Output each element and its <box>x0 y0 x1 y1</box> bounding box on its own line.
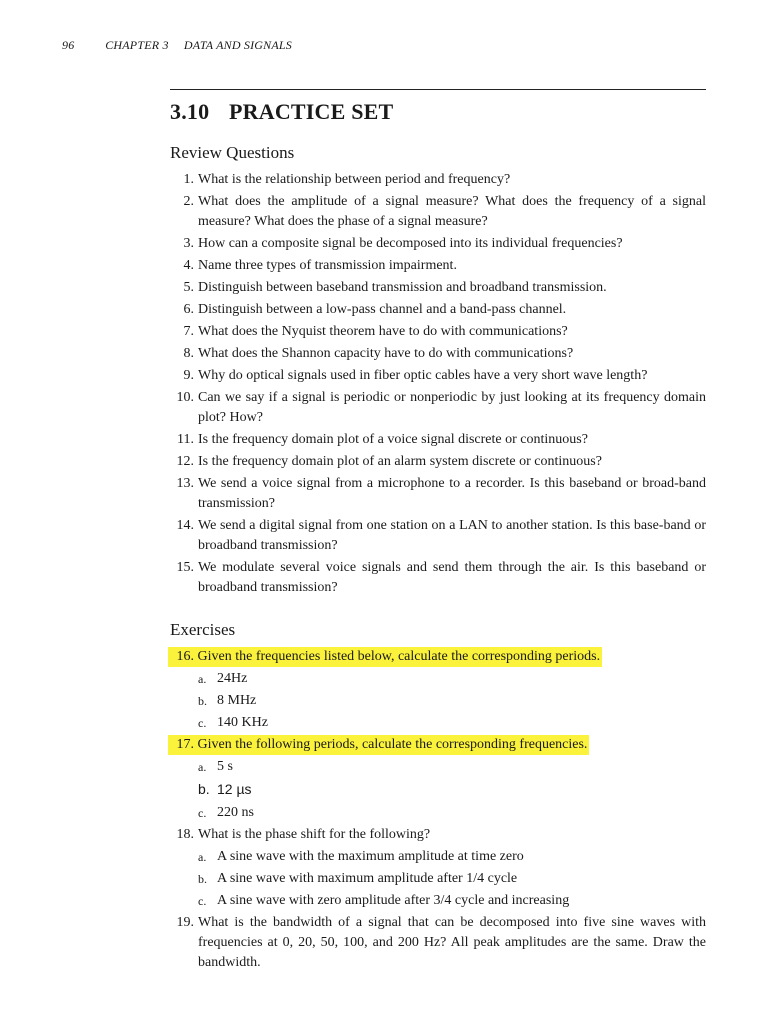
exercise-part <box>170 713 706 733</box>
question-number: 10. <box>176 390 194 405</box>
exercises-heading: Exercises <box>170 620 236 639</box>
question-text: How can a composite signal be decomposed into its individual frequencies? <box>198 236 623 251</box>
exercise-item <box>170 913 706 973</box>
highlighted-text <box>168 647 602 667</box>
review-question <box>170 344 706 364</box>
part-label: c. <box>198 716 207 730</box>
question-number: 14. <box>176 518 194 533</box>
part-label: b. <box>198 872 207 886</box>
exercise-part <box>170 869 706 889</box>
question-text: What does the Shannon capacity have to do with communications? <box>198 346 574 361</box>
question-number: 8. <box>183 346 194 361</box>
exercise-part <box>170 669 706 689</box>
exercise-parts <box>170 757 706 823</box>
exercise-item <box>170 825 706 911</box>
review-question <box>170 474 706 514</box>
exercise-text: What is the bandwidth of a signal that can be decomposed into five sine waves with frequencies at 0, 20, 50, 100, and 200 Hz? All peak amplitudes are the same. Draw the bandwidth. <box>198 915 706 970</box>
part-text: 8 MHz <box>217 693 257 708</box>
section-name: PRACTICE SET <box>229 99 394 124</box>
review-question <box>170 558 706 598</box>
question-text: Is the frequency domain plot of an alarm system discrete or continuous? <box>198 454 602 469</box>
part-label: a. <box>198 850 207 864</box>
question-number: 7. <box>183 324 194 339</box>
exercise-parts <box>170 847 706 911</box>
section-title <box>170 99 393 125</box>
running-header <box>62 38 292 53</box>
part-text: A sine wave with zero amplitude after 3/4 cycle and increasing <box>217 893 570 908</box>
part-label: b. <box>198 781 210 797</box>
exercise-part <box>170 691 706 711</box>
exercise-number: 16. <box>176 649 194 664</box>
part-text: 24Hz <box>217 671 248 686</box>
exercises-list <box>170 647 706 975</box>
part-text: A sine wave with maximum amplitude after 1/4 cycle <box>217 871 518 886</box>
review-questions-list <box>170 170 706 600</box>
part-text: 5 s <box>217 759 233 774</box>
page-number: 96 <box>62 38 75 52</box>
exercise-part <box>170 891 706 911</box>
part-text: A sine wave with the maximum amplitude at time zero <box>217 849 524 864</box>
question-number: 15. <box>176 560 194 575</box>
exercise-number: 19. <box>176 915 194 930</box>
question-number: 11. <box>177 432 194 447</box>
question-text: What is the relationship between period and frequency? <box>198 172 511 187</box>
question-text: We modulate several voice signals and send them through the air. Is this baseband or broadband transmission? <box>198 560 706 595</box>
exercise-number: 17. <box>176 737 194 752</box>
question-text: What does the Nyquist theorem have to do with communications? <box>198 324 568 339</box>
part-label: a. <box>198 672 207 686</box>
review-question <box>170 322 706 342</box>
part-label: a. <box>198 760 207 774</box>
section-rule <box>170 89 706 90</box>
exercise-part <box>170 757 706 777</box>
question-text: We send a voice signal from a microphone to a recorder. Is this baseband or broad-band transmission? <box>198 476 706 511</box>
exercise-item <box>170 735 706 823</box>
chapter-title: DATA AND SIGNALS <box>183 38 292 52</box>
question-text: Is the frequency domain plot of a voice signal discrete or continuous? <box>198 432 588 447</box>
question-number: 4. <box>183 258 194 273</box>
highlighted-text <box>168 735 589 755</box>
exercise-parts <box>170 669 706 733</box>
exercise-part <box>170 779 706 801</box>
review-question <box>170 192 706 232</box>
part-text: 140 KHz <box>217 715 268 730</box>
exercise-text: Given the following periods, calculate the corresponding frequencies. <box>197 737 588 752</box>
part-text: 12 µs <box>217 781 252 797</box>
review-questions-heading: Review Questions <box>170 143 295 162</box>
question-text: Distinguish between a low-pass channel and a band-pass channel. <box>198 302 567 317</box>
question-number: 1. <box>183 172 194 187</box>
question-number: 6. <box>183 302 194 317</box>
question-number: 2. <box>183 194 194 209</box>
exercise-part <box>170 847 706 867</box>
part-label: c. <box>198 894 207 908</box>
question-number: 5. <box>183 280 194 295</box>
chapter-label: CHAPTER 3 <box>105 38 169 52</box>
question-text: Can we say if a signal is periodic or nonperiodic by just looking at its frequency domain plot? How? <box>198 390 706 425</box>
review-question <box>170 388 706 428</box>
question-number: 13. <box>176 476 194 491</box>
exercise-item <box>170 647 706 733</box>
review-question <box>170 256 706 276</box>
review-question <box>170 430 706 450</box>
review-question <box>170 234 706 254</box>
exercise-text: Given the frequencies listed below, calculate the corresponding periods. <box>197 649 601 664</box>
exercise-number: 18. <box>176 827 194 842</box>
question-text: Distinguish between baseband transmission and broadband transmission. <box>198 280 607 295</box>
question-number: 9. <box>183 368 194 383</box>
question-text: Name three types of transmission impairment. <box>198 258 457 273</box>
exercise-part <box>170 803 706 823</box>
part-text: 220 ns <box>217 805 254 820</box>
review-question <box>170 300 706 320</box>
review-question <box>170 278 706 298</box>
section-number: 3.10 <box>170 99 210 124</box>
review-question <box>170 516 706 556</box>
question-number: 3. <box>183 236 194 251</box>
question-text: Why do optical signals used in fiber optic cables have a very short wave length? <box>198 368 648 383</box>
question-text: What does the amplitude of a signal measure? What does the frequency of a signal measure? What does the phase of a signal measure? <box>198 194 706 229</box>
part-label: b. <box>198 694 207 708</box>
question-text: We send a digital signal from one station on a LAN to another station. Is this base-band or broadband transmission? <box>198 518 706 553</box>
part-label: c. <box>198 806 207 820</box>
review-question <box>170 170 706 190</box>
question-number: 12. <box>176 454 194 469</box>
exercise-text: What is the phase shift for the following? <box>198 827 431 842</box>
review-question <box>170 452 706 472</box>
review-question <box>170 366 706 386</box>
